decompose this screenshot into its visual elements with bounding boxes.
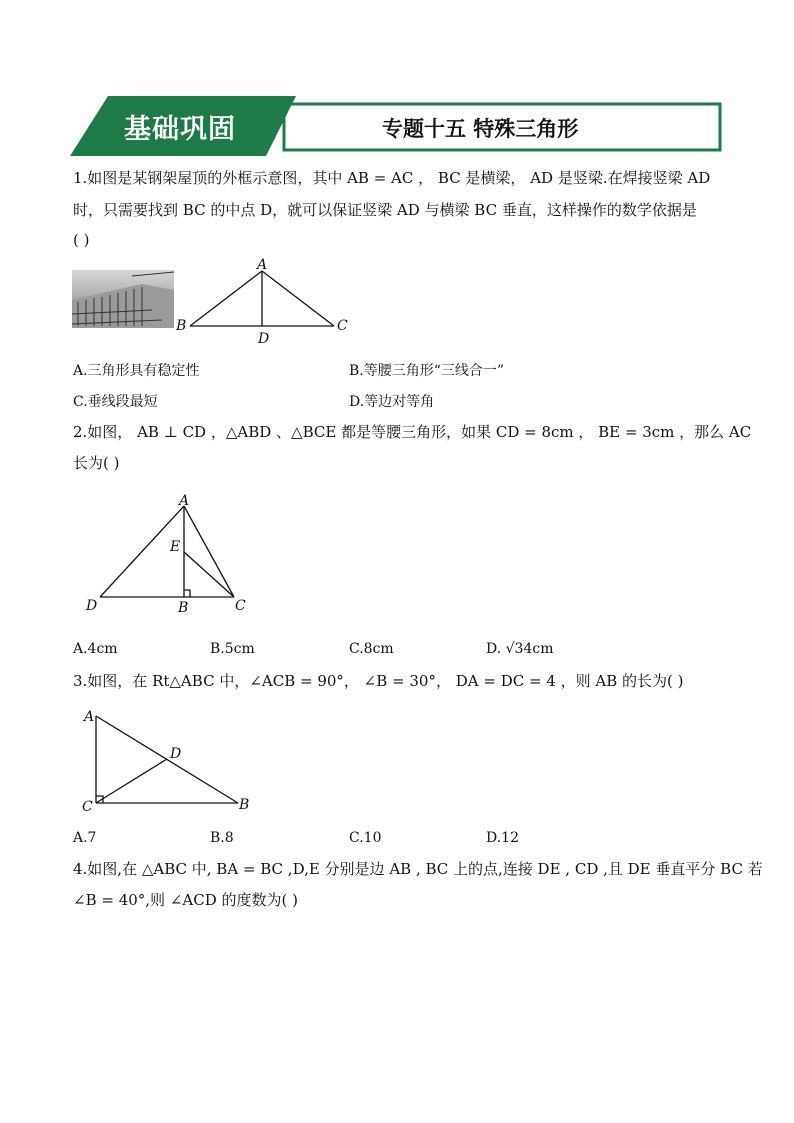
topic-title: 专题十五 特殊三角形 <box>382 117 579 141</box>
label-a: A <box>257 257 268 273</box>
option-c[interactable]: C.8cm <box>349 641 394 657</box>
figure-1 <box>172 255 362 347</box>
option-a[interactable]: A.7 <box>73 830 97 846</box>
option-d[interactable]: D.12 <box>486 830 519 846</box>
option-d[interactable]: D. √34cm <box>486 641 554 657</box>
question-1-line-1: 1.如图是某钢架屋顶的外框示意图，其中 AB = AC ， BC 是横梁， AD 是竖梁.在焊接竖梁 AD <box>73 169 711 187</box>
option-b[interactable]: B.5cm <box>210 641 255 657</box>
label-d: D <box>86 598 98 614</box>
roof-photo <box>72 270 174 328</box>
option-d[interactable]: D.等边对等角 <box>349 394 435 410</box>
question-3-line-1: 3.如图，在 Rt△ABC 中，∠ACB = 90°， ∠B = 30°， DA = DC = 4 ，则 AB 的长为( ) <box>73 672 684 690</box>
figure-3 <box>78 706 258 816</box>
question-4-line-2: ∠B = 40°,则 ∠ACD 的度数为( ) <box>73 891 298 909</box>
option-c[interactable]: C.10 <box>349 830 382 846</box>
section-label: 基础巩固 <box>124 114 236 145</box>
label-a: A <box>84 709 95 725</box>
label-c: C <box>235 598 246 614</box>
option-a[interactable]: A.4cm <box>73 641 118 657</box>
question-1-line-2: 时，只需要找到 BC 的中点 D，就可以保证竖梁 AD 与横梁 BC 垂直，这样操作的数学依据是 <box>73 201 697 219</box>
label-b: B <box>178 600 189 616</box>
option-c[interactable]: C.垂线段最短 <box>73 394 158 410</box>
label-b: B <box>176 318 187 334</box>
label-c: C <box>82 799 93 815</box>
question-4-line-1: 4.如图,在 △ABC 中, BA = BC ,D,E 分别是边 AB , BC 上的点,连接 DE , CD ,且 DE 垂直平分 BC 若 <box>73 860 763 878</box>
label-e: E <box>170 539 181 555</box>
figure-2 <box>80 492 260 620</box>
label-d: D <box>258 331 270 347</box>
label-b: B <box>239 797 250 813</box>
option-a[interactable]: A.三角形具有稳定性 <box>73 363 200 379</box>
option-b[interactable]: B.8 <box>210 830 234 846</box>
question-2-line-1: 2.如图， AB ⊥ CD ，△ABD 、△BCE 都是等腰三角形，如果 CD = 8cm ， BE = 3cm ，那么 AC <box>73 423 752 441</box>
question-2-line-2: 长为( ) <box>73 454 120 472</box>
question-1-line-3: ( ) <box>73 231 90 249</box>
option-b[interactable]: B.等腰三角形“三线合一” <box>349 363 505 379</box>
label-a: A <box>179 493 190 509</box>
label-c: C <box>337 318 348 334</box>
label-d: D <box>170 746 182 762</box>
